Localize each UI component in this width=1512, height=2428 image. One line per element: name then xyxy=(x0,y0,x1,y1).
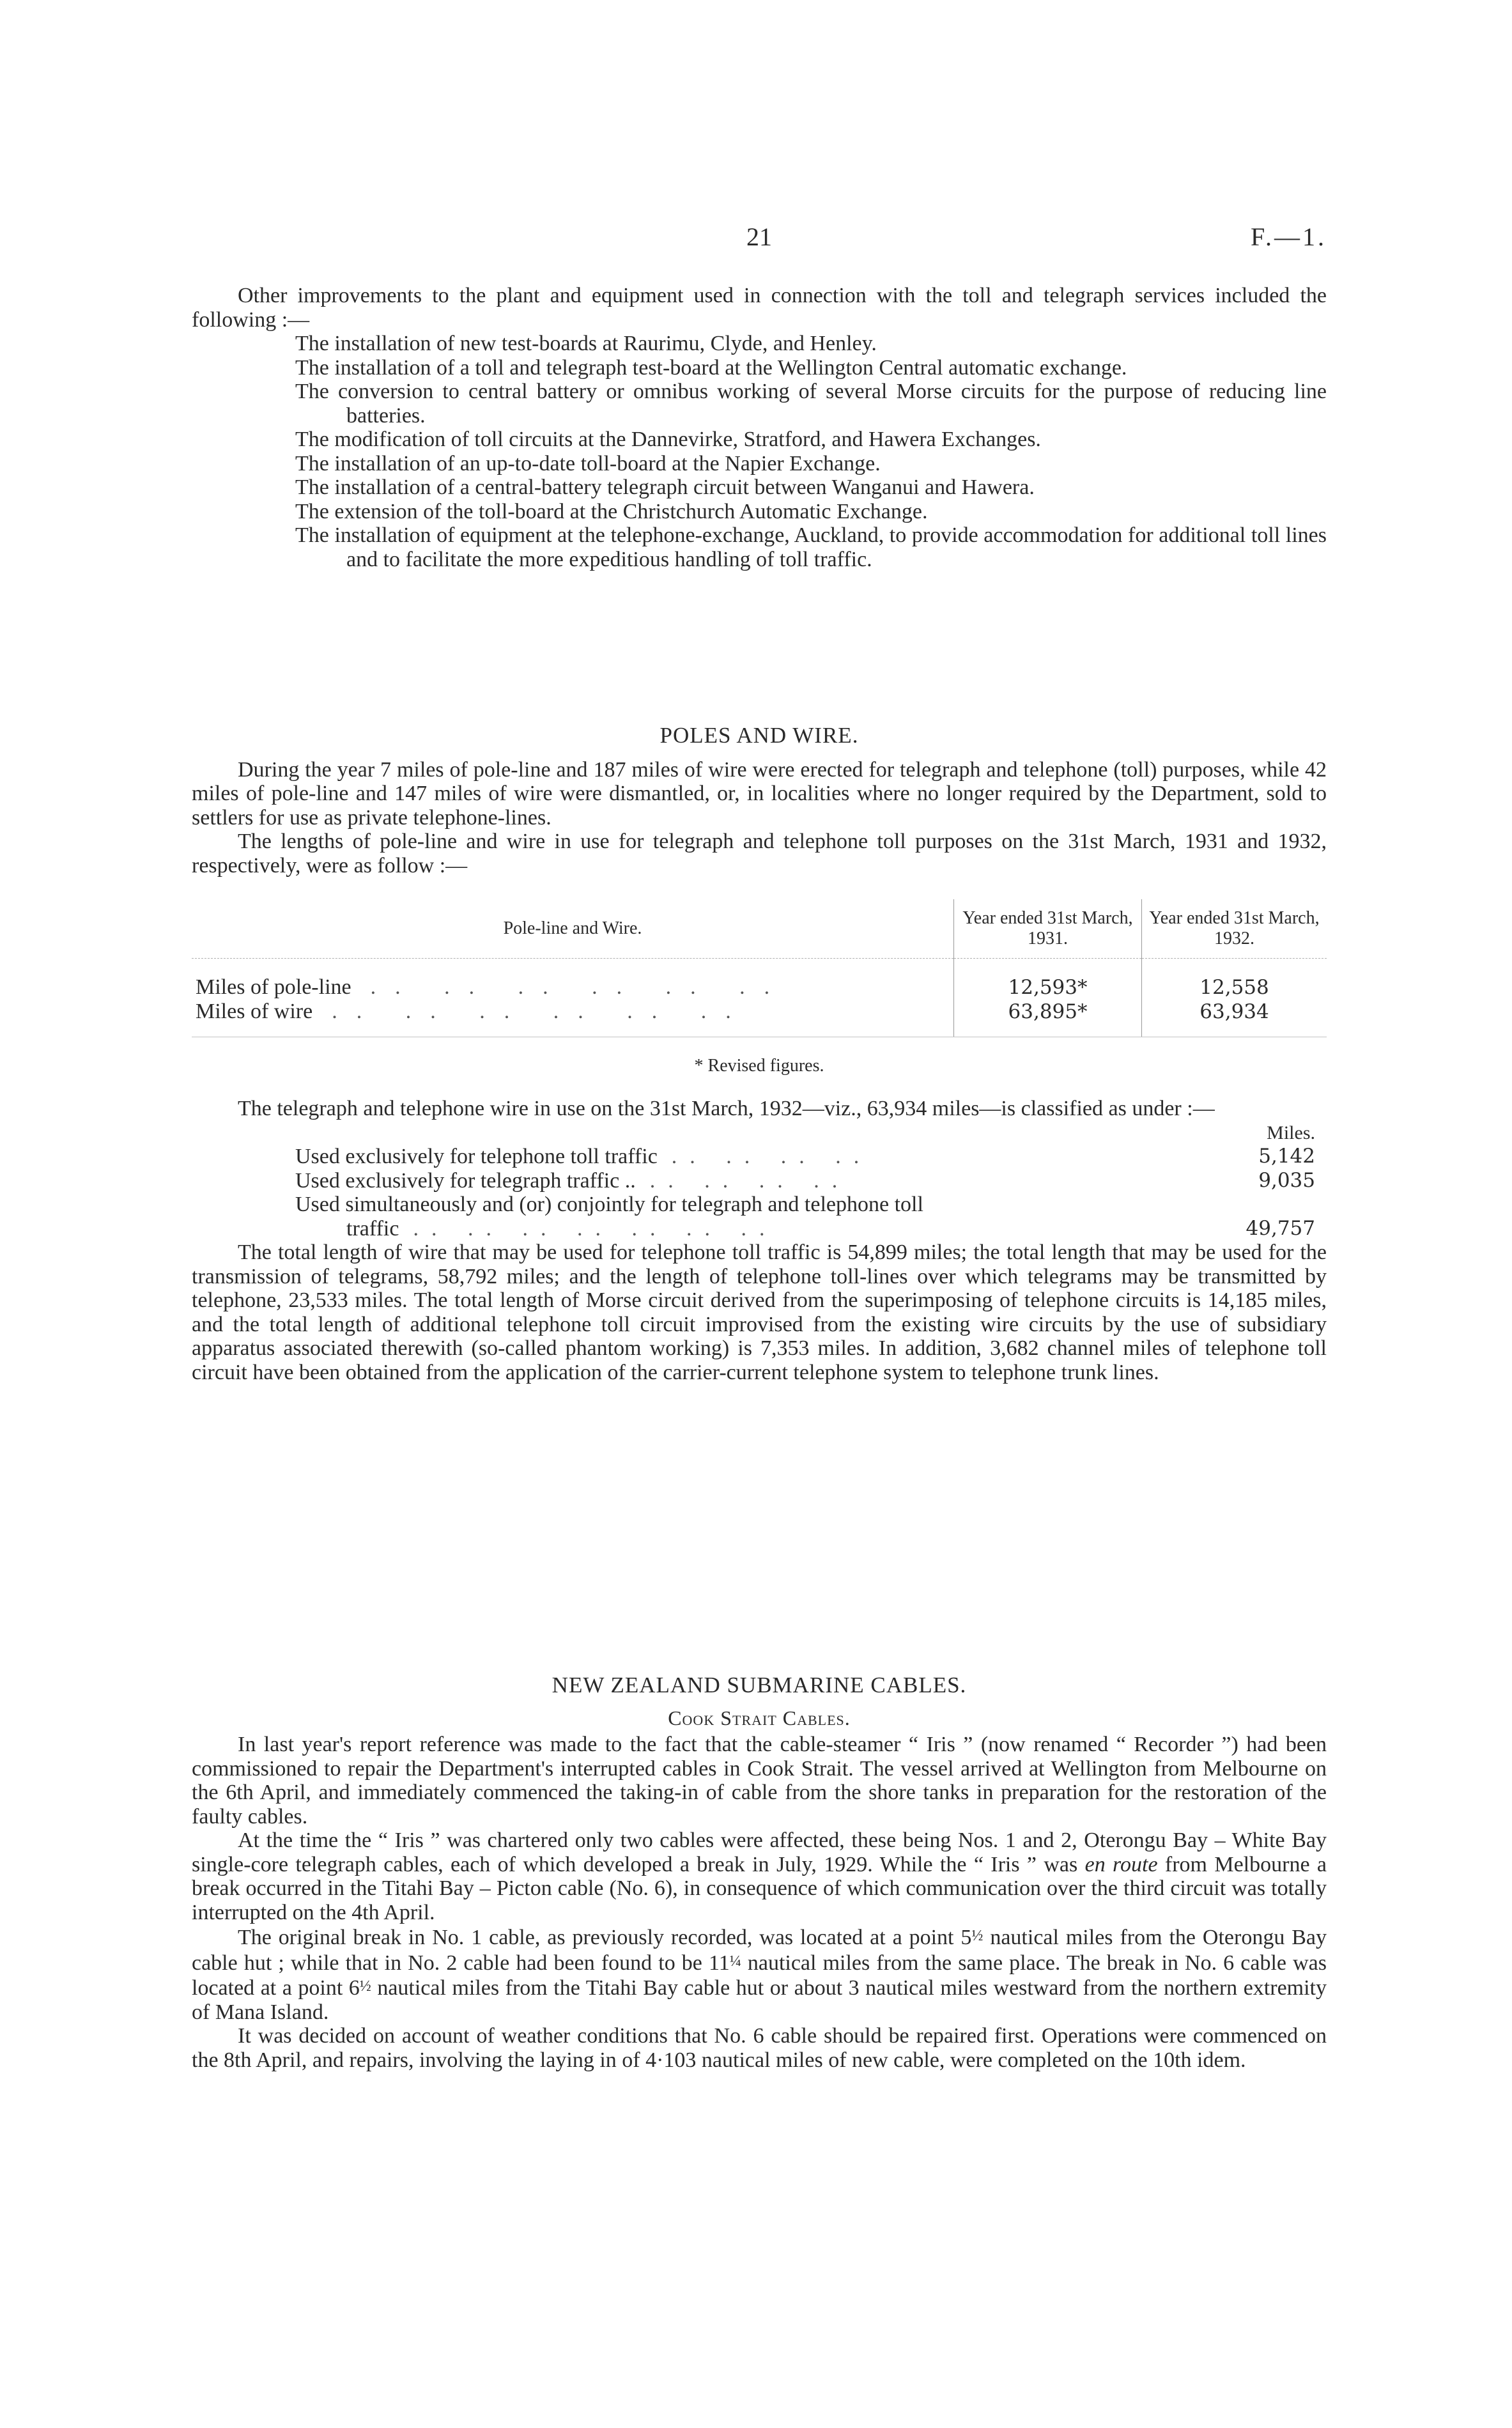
list-item: The conversion to central battery or omnibus working of several Morse circuits for the purpose of reducing line batteries. xyxy=(295,380,1327,428)
list-item xyxy=(295,1145,1327,1169)
cables-paragraph: It was decided on account of weather conditions that No. 6 cable should be repaired first. Operations were commenced on the 8th April, and repairs, involving the laying in of 4·103 nautical miles of new cable, were completed on the 10th idem. xyxy=(192,2024,1327,2072)
classified-list xyxy=(295,1121,1327,1241)
value-1931: 63,895* xyxy=(954,1000,1142,1024)
value-1932: 12,558 xyxy=(1142,975,1327,1000)
table-footnote: * Revised figures. xyxy=(694,1055,824,1076)
poles-paragraph: During the year 7 miles of pole-line and 187 miles of wire were erected for telegraph and telephone (toll) purposes, while 42 miles of pole-line and 147 miles of wire were dismantled, or, in localities where no longer required by the Department, sold to settlers for use as private telephone-lines. xyxy=(192,757,1327,830)
row-label: Miles of pole-line xyxy=(196,975,351,999)
item-label: Used exclusively for telegraph traffic .. xyxy=(295,1168,636,1193)
cables-paragraph: At the time the “ Iris ” was chartered only two cables were affected, these being Nos. 1 and 2, Oterongu Bay – White Bay single-core telegraph cables, each of which developed a break in July, 1929. While the “ Iris ” was en route from Melbourne a break occurred in the Titahi Bay – Picton cable (No. 6), in consequence of which communication over the third circuit was totally interrupted on the 4th April. xyxy=(192,1829,1327,1924)
item-value: 9,035 xyxy=(1258,1168,1315,1192)
dot-leader: .. .. .. .. .. .. .. xyxy=(413,1216,778,1241)
table-row xyxy=(192,975,1327,1000)
list-item: The installation of a toll and telegraph test-board at the Wellington Central automatic exchange. xyxy=(295,355,1127,380)
item-label: traffic xyxy=(346,1216,399,1241)
miles-column-header: Miles. xyxy=(1267,1122,1315,1143)
section-subheading: Cook Strait Cables. xyxy=(668,1706,851,1729)
list-item: The installation of an up-to-date toll-board at the Napier Exchange. xyxy=(295,451,881,476)
dot-leader: .. .. .. .. xyxy=(671,1145,872,1168)
item-value: 5,142 xyxy=(1258,1145,1315,1168)
cables-section xyxy=(192,1673,1327,2072)
section-heading: POLES AND WIRE. xyxy=(660,723,859,748)
list-item: The extension of the toll-board at the Christchurch Automatic Exchange. xyxy=(295,499,928,523)
value-1932: 63,934 xyxy=(1142,1000,1327,1024)
improvements-list xyxy=(295,332,1327,571)
pole-wire-table xyxy=(192,899,1327,1037)
list-item: The installation of equipment at the telephone-exchange, Auckland, to provide accommodation for additional toll lines and to facilitate the more expeditious handling of toll traffic. xyxy=(295,523,1327,571)
page-header xyxy=(192,222,1327,253)
list-item: The modification of toll circuits at the Dannevirke, Stratford, and Hawera Exchanges. xyxy=(295,428,1041,451)
dot-leader: .. .. .. .. .. .. xyxy=(332,999,750,1023)
list-item xyxy=(295,1217,1327,1241)
table-header-cell: Pole-line and Wire. xyxy=(192,899,954,959)
dot-leader: .. .. .. .. .. .. xyxy=(370,975,789,999)
cables-paragraph: In last year's report reference was made to the fact that the cable-steamer “ Iris ” (now renamed “ Recorder ”) had been commissioned to repair the Department's interrupted cables in Cook Strait. The vessel arrived at Wellington from Melbourne on the 6th April, and immediately commenced the taking-in of cable from the shore tanks in preparation for the restoration of the faulty cables. xyxy=(192,1733,1327,1829)
poles-paragraph: The lengths of pole-line and wire in use for telegraph and telephone toll purposes on the 31st March, 1931 and 1932, respectively, were as follow :— xyxy=(192,830,1327,878)
table-header-cell: Year ended 31st March, 1932. xyxy=(1142,899,1327,959)
list-item: The installation of new test-boards at Raurimu, Clyde, and Henley. xyxy=(295,332,877,355)
page-number: 21 xyxy=(746,222,772,251)
cables-paragraph: The original break in No. 1 cable, as previously recorded, was located at a point 5½ nautical miles from the Oterongu Bay cable hut ; while that in No. 2 cable had been found to be 11¼ nautical miles from the same place. The break in No. 6 cable was located at a point 6½ nautical miles from the Titahi Bay cable hut or about 3 nautical miles westward from the northern extremity of Mana Island. xyxy=(192,1926,1327,2024)
table-header-row xyxy=(192,899,1327,959)
classified-intro: The telegraph and telephone wire in use on the 31st March, 1932—viz., 63,934 miles—is classified as under :— xyxy=(238,1097,1215,1120)
section-heading: NEW ZEALAND SUBMARINE CABLES. xyxy=(552,1673,967,1697)
item-value: 49,757 xyxy=(1246,1216,1315,1240)
poles-section xyxy=(192,723,1327,1384)
intro-section xyxy=(192,284,1327,571)
list-item: The installation of a central-battery telegraph circuit between Wanganui and Hawera. xyxy=(295,476,1035,499)
row-label: Miles of wire xyxy=(196,999,313,1023)
value-1931: 12,593* xyxy=(954,975,1142,1000)
table-header-cell: Year ended 31st March, 1931. xyxy=(954,899,1142,959)
item-label: Used simultaneously and (or) conjointly for telegraph and telephone toll xyxy=(295,1193,923,1216)
item-label: Used exclusively for telephone toll traffic xyxy=(295,1145,658,1168)
table-row xyxy=(192,1000,1327,1024)
list-item xyxy=(295,1169,1327,1193)
summary-paragraph: The total length of wire that may be used for telephone toll traffic is 54,899 miles; the total length that may be used for the transmission of telegrams, 58,792 miles; and the length of telephone toll-lines over which telegrams may be transmitted by telephone, 23,533 miles. The total length of Morse circuit derived from the superimposing of telephone circuits is 14,185 miles, and the total length of additional telephone toll circuit improvised from the existing wire circuits by the use of subsidiary apparatus associated therewith (so-called phantom working) is 7,353 miles. In addition, 3,682 channel miles of telephone toll circuit have been obtained from the application of the carrier-current telephone system to telephone trunk lines. xyxy=(192,1241,1327,1384)
intro-paragraph: Other improvements to the plant and equipment used in connection with the toll and telegraph services included the following :— xyxy=(192,284,1327,332)
dot-leader: .. .. .. .. xyxy=(649,1168,851,1193)
page-reference: F.—1. xyxy=(1250,222,1327,251)
